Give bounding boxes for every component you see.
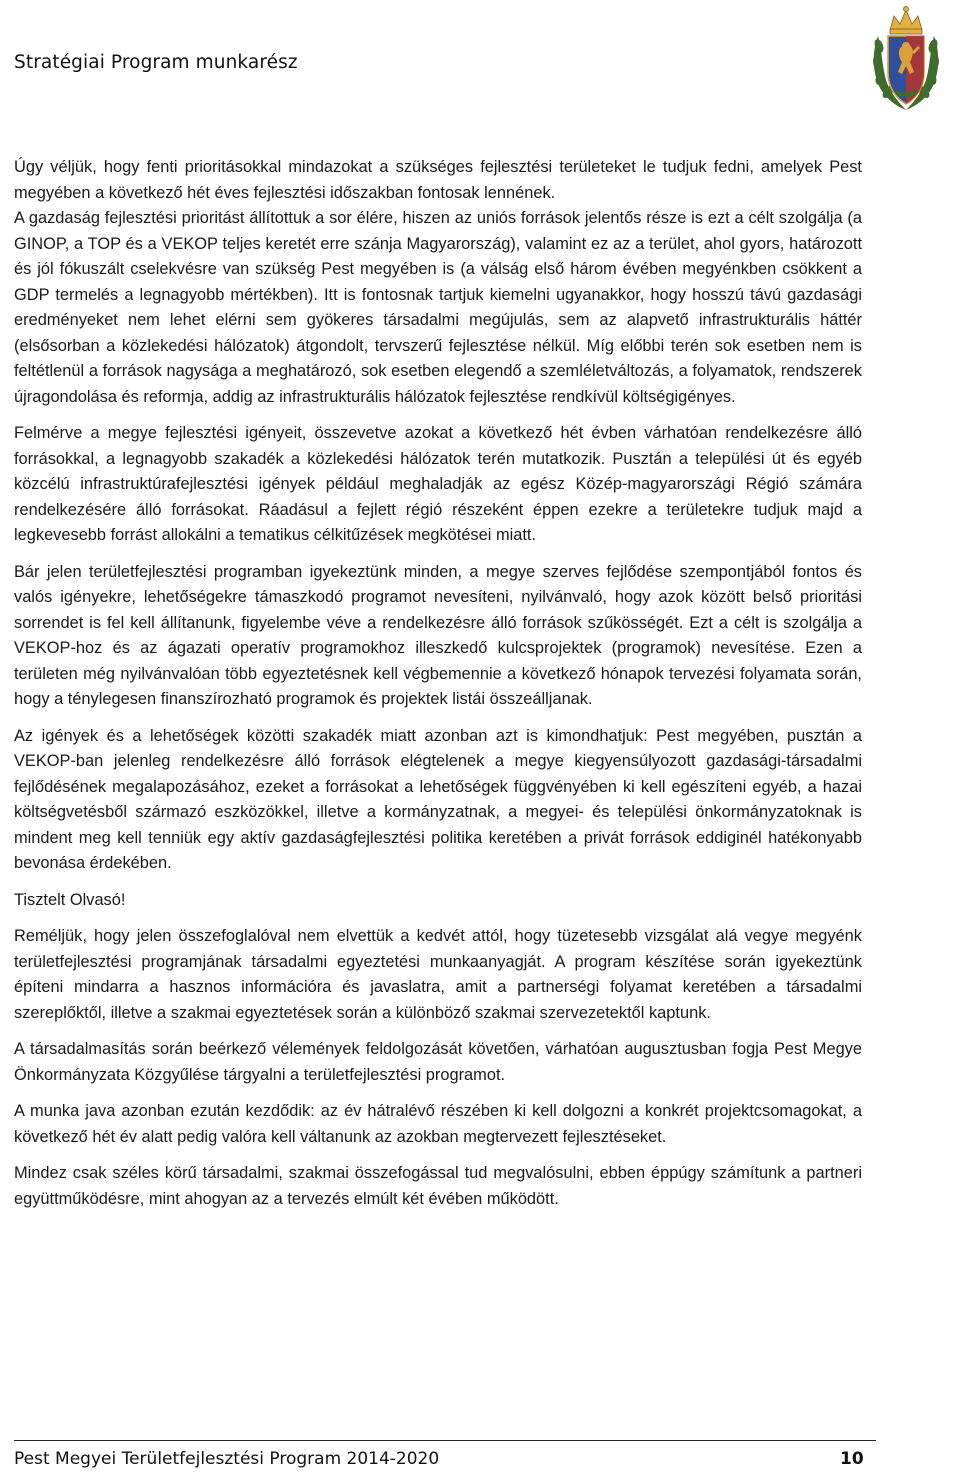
page-number: 10: [840, 1449, 864, 1469]
paragraph-programs: Bár jelen területfejlesztési programban igyekeztünk minden, a megye szerves fejlődése szempontjából fontos és valós igényekre, lehetőségekre támaszkodó programot nevesíteni, nyilvánvaló, hogy azok között belső prioritási sorrendet is fel kell állítanunk, figyelembe véve a rendelkezésre álló források szűkösségét. Ezt a célt is szolgálja a VEKOP-hoz és az ágazati operatív programokhoz illeszkedő kulcsprojektek (programok) nevesítése. Ezen a területen még nyilvánvalóan több egyeztetésnek kell végbemennie a következő hónapok tervezési folyamata során, hogy a ténylegesen finanszírozható programok és projektek listái összeálljanak.: [14, 562, 862, 708]
paragraph-hope: Reméljük, hogy jelen összefoglalóval nem elvettük a kedvét attól, hogy tüzetesebb vizsgálat alá vegye megyénk területfejlesztési programjának társadalmi egyeztetési munkaanyagját. A program készítése során igyekeztünk építeni mindarra a hasznos információra és javaslatra, amit a partnerségi folyamat keretében a társadalmi szereplőktől, illetve a szakmai egyeztetések során a különböző szakmai szervezetektől kaptunk.: [14, 927, 862, 1022]
paragraph-socialization: A társadalmasítás során beérkező vélemények feldolgozását követően, várhatóan augusztusban fogja Pest Megye Önkormányzata Közgyűlése tárgyalni a területfejlesztési programot.: [14, 1040, 862, 1084]
paragraph-cooperation: Mindez csak széles körű társadalmi, szakmai összefogással tud megvalósulni, ebben éppúgy számítunk a partneri együttműködésre, mint ahogyan az a tervezés elmúlt két évében működött.: [14, 1164, 862, 1208]
paragraph-economy: A gazdaság fejlesztési prioritást állítottuk a sor élére, hiszen az uniós források jelentős része is ezt a célt szolgálja (a GINOP, a TOP és a VEKOP teljes keretét erre szánja Magyarország), valamint ez az a terület, ahol gyors, határozott és jól fókuszált cselekvésre van szükség Pest megyében is (a válság első három évében megyénkben csökkent a GDP termelés a legnagyobb mértékben). Itt is fontosnak tartjuk kiemelni ugyanakkor, hogy hosszú távú gazdasági eredményeket nem lehet elérni sem gyökeres társadalmi megújulás, sem az alapvető infrastrukturális háttér (elsősorban a közlekedési hálózatok) átgondolt, tervszerű fejlesztése nélkül. Míg előbbi terén sok esetben nem is feltétlenül a források nagysága a meghatározó, sok esetben elegendő a szemléletváltozás, a folyamatok, rendszerek újragondolása és reformja, addig az infrastrukturális hálózatok fejlesztése rendkívül költségigényes.: [14, 209, 862, 406]
paragraph-work: A munka java azonban ezután kezdődik: az év hátralévő részében ki kell dolgozni a konkrét projektcsomagokat, a következő hét év alatt pedig valóra kell váltanunk az azokban megtervezett fejlesztéseket.: [14, 1102, 862, 1146]
paragraph-gap: Az igények és a lehetőségek közötti szakadék miatt azonban azt is kimondhatjuk: Pest megyében, pusztán a VEKOP-ban jelenleg rendelkezésre álló források elégtelenek a megye kiegyensúlyozott gazdasági-társadalmi fejlődésének megalapozásához, ezeket a forrásokat a lehetőségek függvényében ki kell egészíteni egyéb, a hazai költségvetésből származó eszközökkel, illetve a kormányzatnak, a megyei- és települési önkormányzatoknak is mindent meg kell tenniük egy aktív gazdaságfejlesztési politika keretében a privát források eddiginél hatékonyabb bevonása érdekében.: [14, 726, 862, 872]
paragraph-needs: Felmérve a megye fejlesztési igényeit, összevetve azokat a következő hét évben várhatóan rendelkezésre álló forrásokkal, a legnagyobb szakadék a közlekedési hálózatok terén mutatkozik. Pusztán a települési út és egyéb közcélú infrastruktúrafejlesztési igények például meghaladják az egész Közép-magyarországi Régió számára rendelkezésére álló forrásokat. Ráadásul a fejlett régió részeként éppen ezekre a területekre tudjuk majd a legkevesebb forrást allokálni a tematikus célkitűzések megkötései miatt.: [14, 424, 862, 544]
coat-of-arms-icon: [870, 2, 942, 117]
main-content: [14, 155, 862, 1223]
paragraph-intro: Úgy véljük, hogy fenti prioritásokkal mindazokat a szükséges fejlesztési területeket le tudjuk fedni, amelyek Pest megyében a következő hét éves fejlesztési időszakban fontosak lennének.: [14, 158, 862, 202]
footer-title: Pest Megyei Területfejlesztési Program 2014-2020: [14, 1449, 440, 1469]
footer-divider: [14, 1440, 876, 1441]
page-header-title: Stratégiai Program munkarész: [14, 52, 298, 73]
paragraph-greeting: Tisztelt Olvasó!: [14, 890, 126, 909]
